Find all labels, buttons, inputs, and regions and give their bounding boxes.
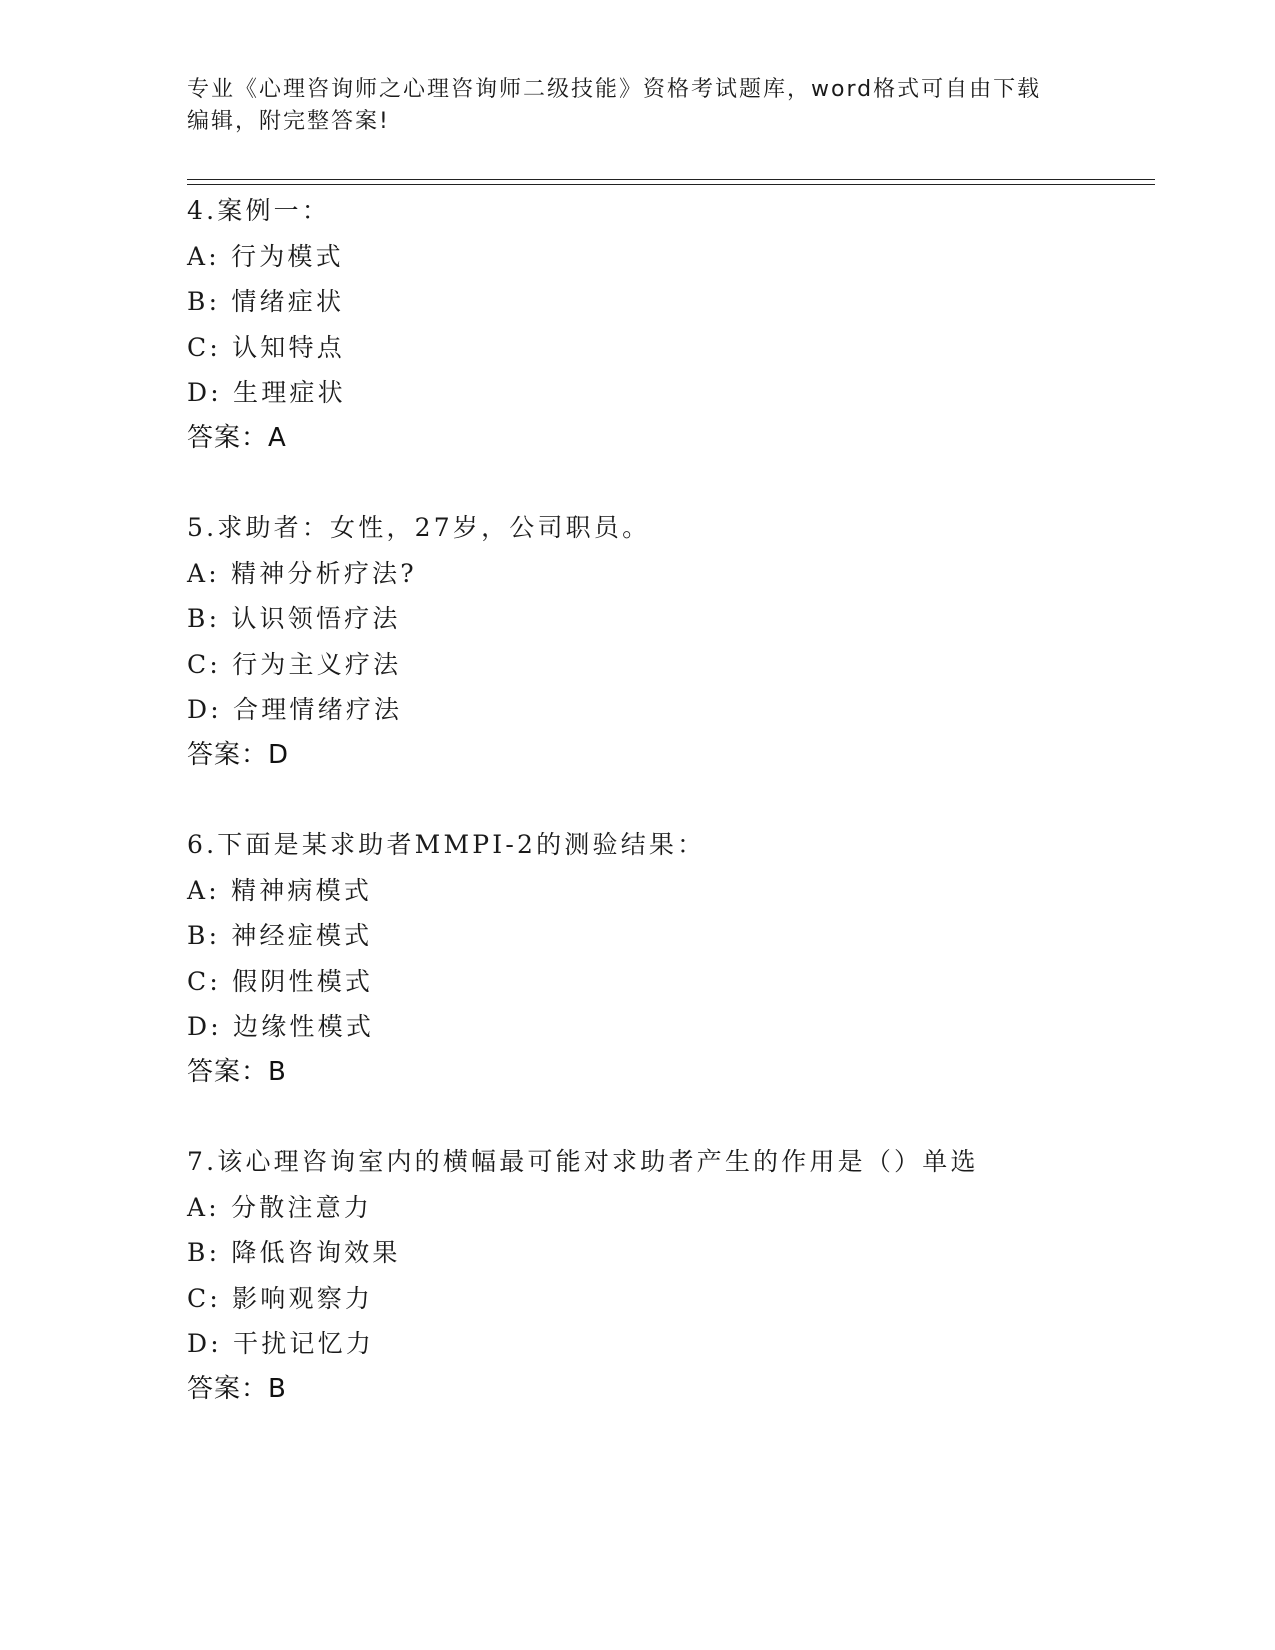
header-line-2: 编辑，附完整答案!: [187, 109, 390, 134]
option-d: D: 边缘性模式: [187, 1012, 375, 1041]
header-divider-top: [187, 179, 1155, 180]
option-b: B: 情绪症状: [187, 287, 345, 316]
question-block: [187, 822, 1167, 1095]
option-c: C: 行为主义疗法: [187, 649, 402, 679]
document-header: [187, 74, 1087, 138]
question-stem: 7.该心理咨询室内的横幅最可能对求助者产生的作用是（）单选: [187, 1147, 979, 1176]
question-block: [187, 505, 1167, 778]
option-d: D: 合理情绪疗法: [187, 695, 403, 724]
option-c: C: 认知特点: [187, 332, 345, 362]
option-b: B: 认识领悟疗法: [187, 604, 401, 633]
answer-label: 答案：B: [187, 1056, 287, 1087]
option-a: A: 精神病模式: [187, 875, 373, 905]
answer-label: 答案：D: [187, 739, 290, 770]
question-block: [187, 188, 1167, 461]
question-block: [187, 1139, 1167, 1412]
option-d: D: 干扰记忆力: [187, 1329, 375, 1358]
question-stem: 6.下面是某求助者MMPI-2的测验结果：: [187, 830, 706, 859]
answer-label: 答案：A: [187, 422, 287, 453]
option-d: D: 生理症状: [187, 378, 346, 407]
option-a: A: 精神分析疗法?: [187, 558, 417, 588]
option-a: A: 行为模式: [187, 241, 344, 271]
option-b: B: 降低咨询效果: [187, 1238, 401, 1267]
option-c: C: 假阴性模式: [187, 966, 374, 996]
answer-label: 答案：B: [187, 1373, 287, 1404]
header-line-1: 专业《心理咨询师之心理咨询师二级技能》资格考试题库，word格式可自由下载: [187, 77, 1042, 102]
option-a: A: 分散注意力: [187, 1192, 373, 1222]
option-b: B: 神经症模式: [187, 921, 373, 950]
header-divider-bottom: [187, 184, 1155, 185]
question-stem: 5.求助者：女性，27岁，公司职员。: [187, 513, 651, 542]
option-c: C: 影响观察力: [187, 1283, 374, 1313]
question-stem: 4.案例一：: [187, 196, 331, 225]
